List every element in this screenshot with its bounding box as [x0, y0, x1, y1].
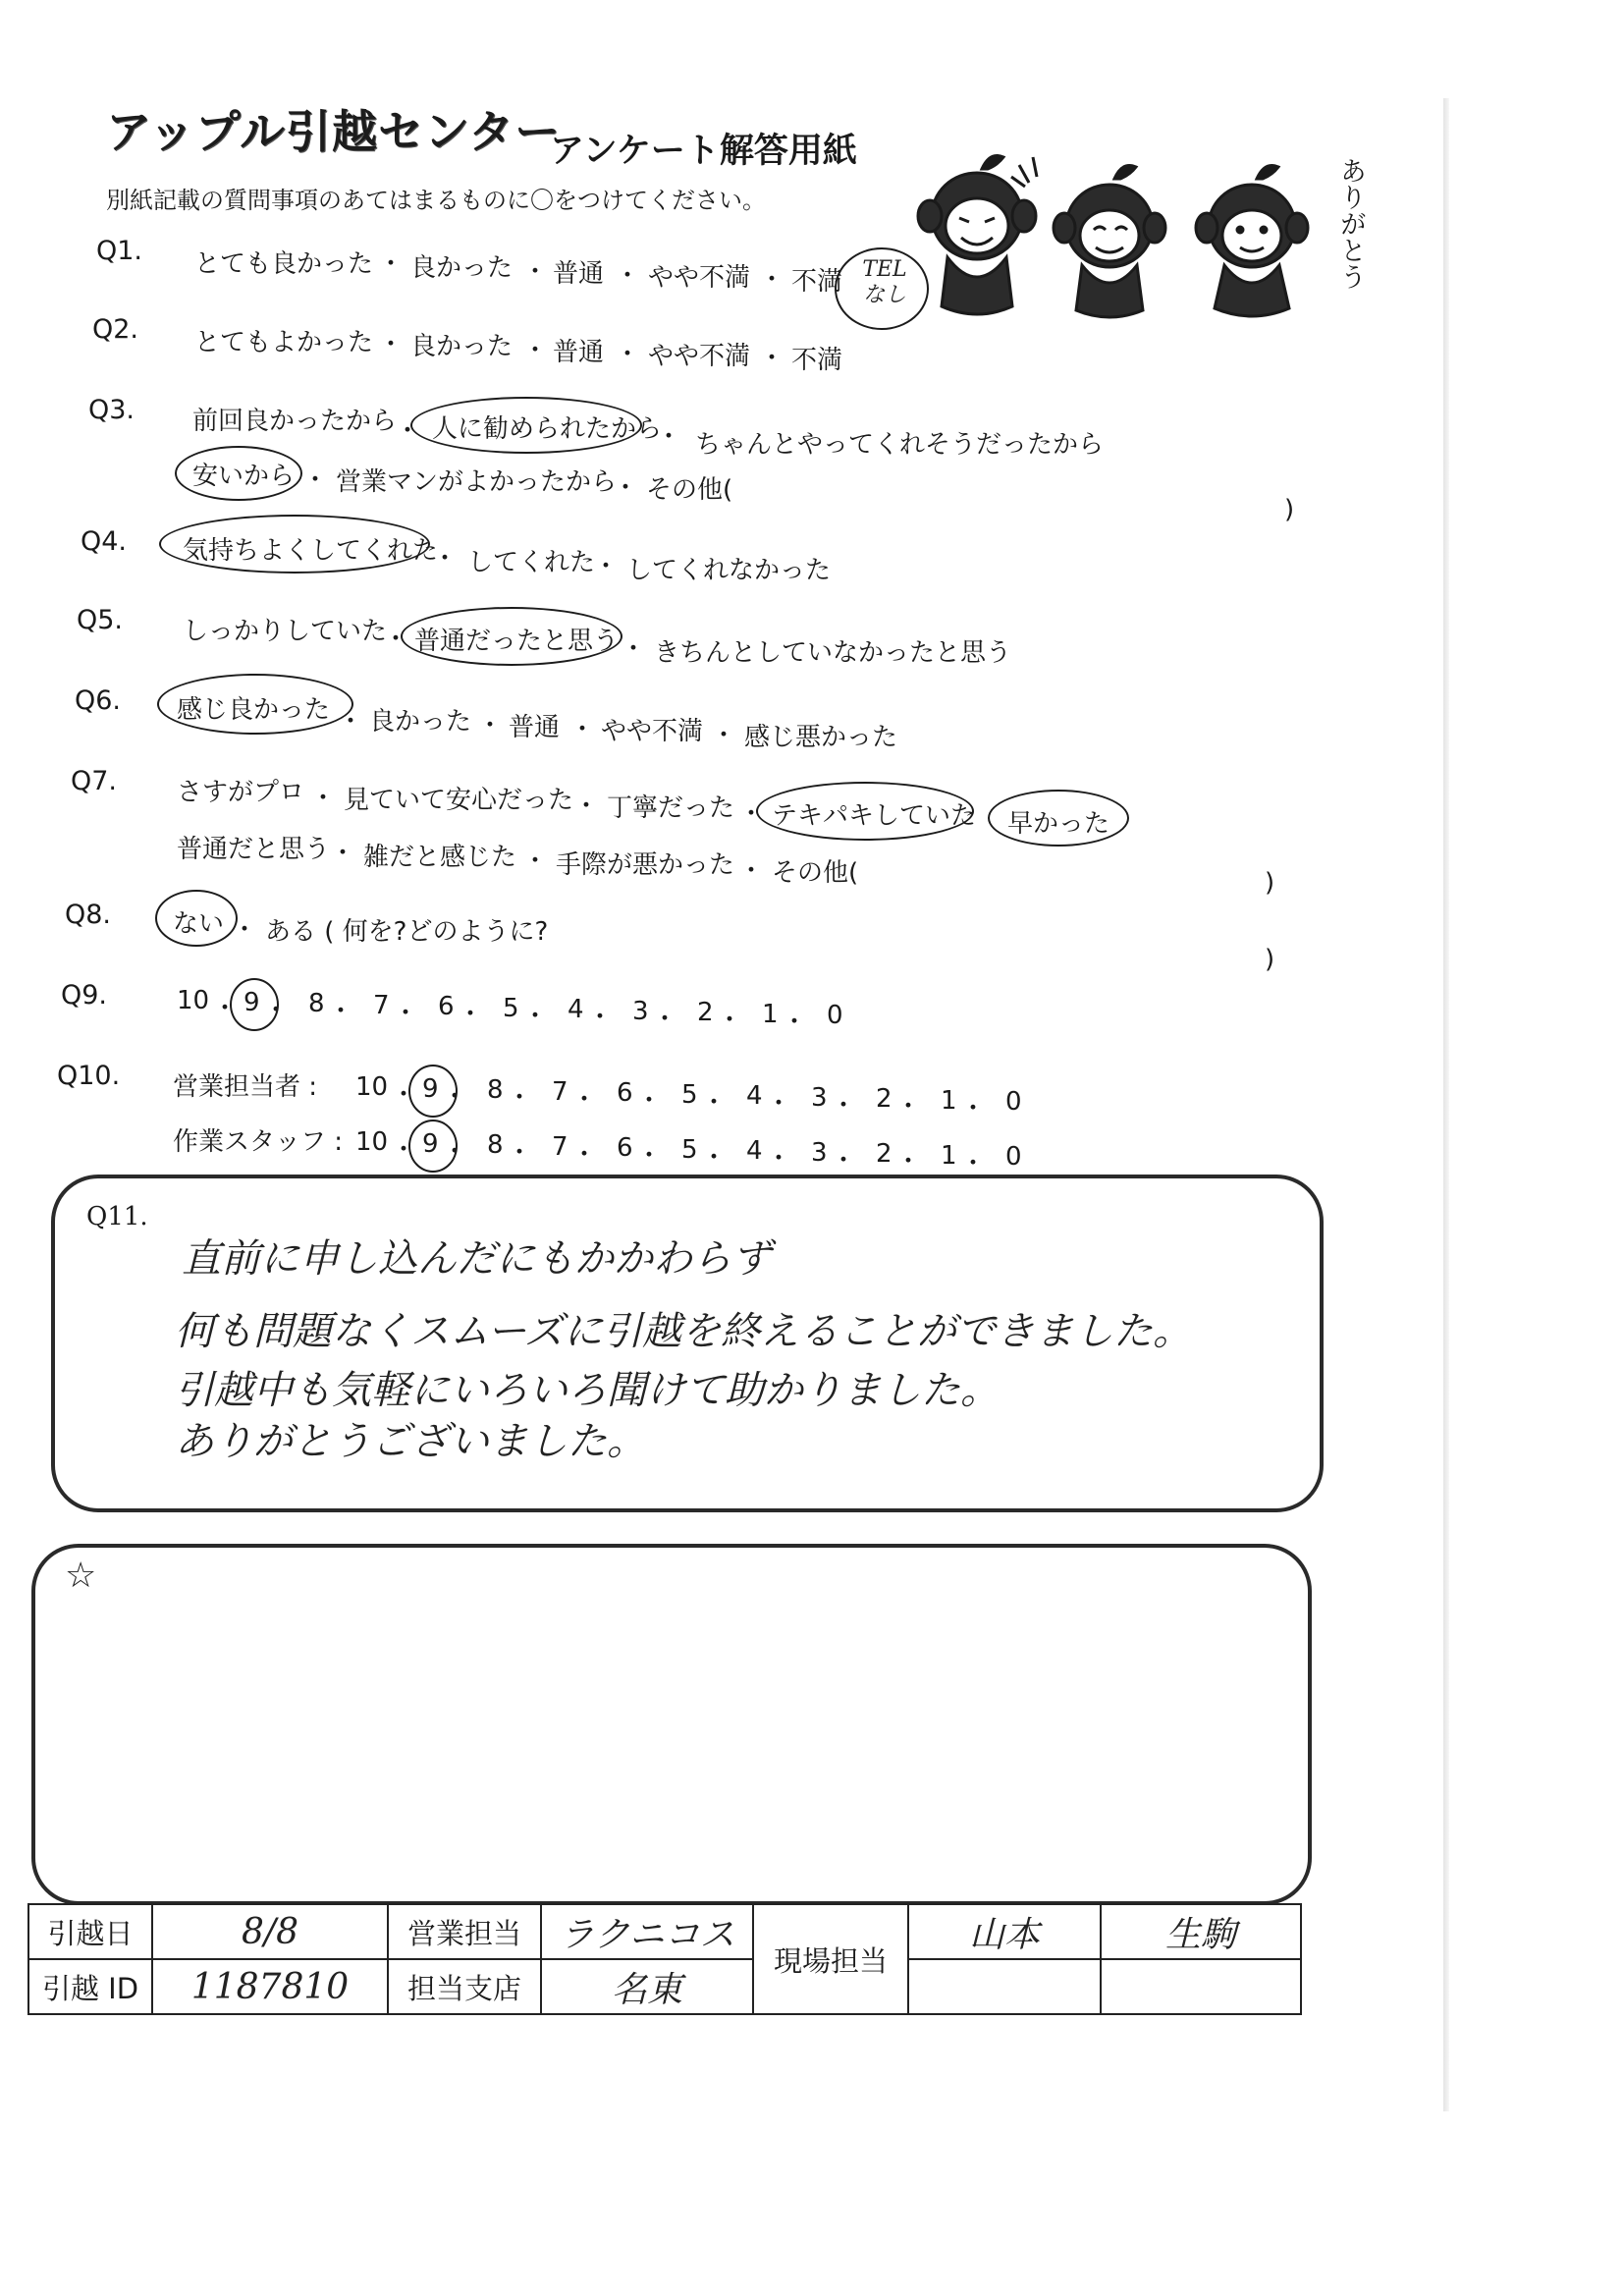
branch-label: 担当支店 [388, 1959, 541, 2014]
q10-staff-scale: 10 ・ 9 ・ 8 ・ 7 ・ 6 ・ 5 ・ 4 ・ 3 ・ 2 ・ 1 ・ 0 [355, 1127, 1043, 1176]
q10-sales-scale-selected-circle [408, 1065, 458, 1118]
q10-staff-scale-value[interactable]: 5 [681, 1134, 698, 1165]
q7-option-3[interactable]: 丁寧だった [607, 793, 735, 823]
q10-staff-scale-value[interactable]: 1 [941, 1140, 957, 1171]
q8-option-1[interactable]: ない [173, 909, 225, 939]
q6-option-3[interactable]: 普通 [509, 713, 561, 742]
sales-label: 営業担当 [388, 1904, 541, 1959]
q6-option-1[interactable]: 感じ良かった [177, 695, 331, 725]
move-id-value[interactable]: 1187810 [152, 1959, 388, 2014]
q10-staff-scale-value[interactable]: 8 [487, 1130, 504, 1160]
q11-line-4: ありがとうございました。 [175, 1419, 646, 1464]
q7-label: Q7. [71, 766, 118, 796]
q9-scale-value[interactable]: 2 [697, 998, 714, 1027]
monkey-icon [918, 156, 1036, 315]
q10-staff-scale-value[interactable]: 0 [1005, 1142, 1022, 1172]
form-subtitle: アンケート解答用紙 [550, 132, 857, 171]
q5-option-1[interactable]: しっかりしていた [183, 617, 388, 646]
q3-option-2[interactable]: 人に勧められたから [432, 414, 663, 444]
q10-staff-scale-value[interactable]: 6 [617, 1133, 633, 1163]
q1-label: Q1. [96, 236, 143, 266]
q7-option-8[interactable]: 手際が悪かった [556, 850, 735, 880]
q9-scale: 10 ・ 9 ・ 8 ・ 7 ・ 6 ・ 5 ・ 4 ・ 3 ・ 2 ・ 1 ・ 0 [177, 986, 864, 1035]
q3-option-3[interactable]: ちゃんとやってくれそうだったから [695, 430, 1105, 460]
monkey-icon [1196, 166, 1308, 317]
q3-paren-close: ) [1284, 495, 1295, 524]
q2-label: Q2. [92, 314, 139, 345]
q3-option-4[interactable]: 安いから [192, 462, 296, 491]
q11-line-2: 何も問題なくスムーズに引越を終えることができました。 [175, 1309, 1192, 1354]
q7-option-5[interactable]: 早かった [1007, 809, 1110, 839]
q3-option-5[interactable]: 営業マンがよかったから [336, 467, 618, 497]
q9-scale-value[interactable]: 5 [503, 993, 519, 1023]
site-staff-3[interactable] [908, 1959, 1101, 2014]
q10-sales-scale-value[interactable]: 2 [876, 1084, 893, 1114]
q7-option-6[interactable]: 普通だと思う [177, 835, 331, 864]
move-date-value[interactable]: 8/8 [152, 1904, 388, 1959]
star-comment-box[interactable] [31, 1544, 1312, 1905]
q7-option-1[interactable]: さすがプロ [177, 778, 305, 807]
q10-sales-scale-value[interactable]: 5 [681, 1079, 698, 1110]
q5-option-3[interactable]: きちんとしていなかったと思う [654, 638, 1012, 668]
q7-paren-close: ) [1265, 868, 1275, 898]
site-staff-label: 現場担当 [753, 1904, 908, 2014]
q9-scale-value[interactable]: 6 [438, 992, 455, 1021]
q10-label: Q10. [57, 1061, 121, 1091]
q7-option-2[interactable]: 見ていて安心だった [344, 786, 574, 815]
q2-option-5[interactable]: 不満 [791, 346, 843, 375]
q9-scale-value[interactable]: 8 [308, 989, 325, 1018]
sales-value[interactable]: ラクニコス [541, 1904, 753, 1959]
q10-sales-scale-value[interactable]: 8 [487, 1075, 504, 1105]
q1-option-5[interactable]: 不満 [791, 267, 843, 297]
q10-staff-scale-value[interactable]: 3 [811, 1137, 828, 1168]
q10-sales-scale-value[interactable]: 0 [1005, 1087, 1022, 1117]
q10-sales-label: 営業担当者 : [173, 1072, 318, 1102]
brand-title: アップル引越センター [106, 105, 562, 158]
q7-option-9[interactable]: その他( [772, 858, 859, 888]
monkey-icon [1011, 157, 1165, 317]
q3-label: Q3. [88, 395, 135, 425]
q10-staff-scale-value[interactable]: 9 [422, 1128, 439, 1159]
star-label: ☆ [65, 1556, 97, 1596]
q1-option-2[interactable]: 良かった [410, 253, 514, 283]
q8-label: Q8. [65, 900, 112, 930]
q6-label: Q6. [75, 685, 122, 716]
q10-staff-scale-value[interactable]: 4 [746, 1136, 763, 1166]
q8-paren-close: ) [1265, 945, 1275, 974]
q4-label: Q4. [81, 526, 128, 557]
q6-option-2[interactable]: 良かった [369, 707, 472, 737]
q9-scale-value[interactable]: 3 [632, 996, 649, 1026]
q4-option-1[interactable]: 気持ちよくしてくれた [183, 536, 439, 566]
q10-sales-scale-value[interactable]: 6 [617, 1078, 633, 1108]
q10-sales-scale-value[interactable]: 10 [355, 1072, 389, 1102]
q8-option-2[interactable]: ある ( 何を?どのように? [265, 917, 549, 947]
q10-sales-scale-value[interactable]: 7 [552, 1076, 568, 1107]
q2-option-3[interactable]: 普通 [553, 338, 605, 367]
move-id-label: 引越 ID [28, 1959, 152, 2014]
move-date-label: 引越日 [28, 1904, 152, 1959]
q10-staff-scale-selected-circle [408, 1120, 458, 1173]
q4-option-3[interactable]: してくれなかった [626, 556, 832, 585]
q9-label: Q9. [61, 980, 108, 1011]
site-staff-1[interactable]: 山本 [908, 1904, 1101, 1959]
q7-option-7[interactable]: 雑だと感じた [363, 843, 517, 872]
q9-scale-value[interactable]: 0 [827, 1001, 843, 1030]
q2-option-2[interactable]: 良かった [410, 332, 514, 361]
q1-option-1[interactable]: とても良かった [194, 249, 374, 279]
monkey-mascots-illustration [908, 147, 1330, 324]
q10-sales-scale-value[interactable]: 9 [422, 1073, 439, 1104]
q10-staff-scale-value[interactable]: 7 [552, 1131, 568, 1162]
site-staff-4[interactable] [1101, 1959, 1301, 2014]
q11-line-1: 直前に申し込んだにもかかわらず [182, 1236, 771, 1282]
q6-option-5[interactable]: 感じ悪かった [744, 723, 898, 752]
q9-scale-value[interactable]: 4 [568, 995, 584, 1024]
q6-option-4[interactable]: やや不満 [601, 717, 704, 746]
q10-sales-scale-value[interactable]: 3 [811, 1082, 828, 1113]
q1-option-4[interactable]: やや不満 [648, 263, 751, 293]
q10-staff-scale-value[interactable]: 10 [355, 1127, 389, 1157]
q2-option-4[interactable]: やや不満 [648, 342, 751, 371]
q3-option-1[interactable]: 前回良かったから [192, 407, 398, 436]
q1-handwritten-note: TEL なし [862, 257, 907, 307]
q11-label: Q11. [86, 1202, 148, 1231]
q5-label: Q5. [77, 605, 124, 635]
q9-scale-selected-circle [230, 978, 279, 1031]
move-info-table [27, 1903, 1302, 2015]
q10-sales-scale: 10 ・ 9 ・ 8 ・ 7 ・ 6 ・ 5 ・ 4 ・ 3 ・ 2 ・ 1 ・ 0 [355, 1072, 1043, 1121]
q9-scale-value[interactable]: 10 [177, 986, 210, 1015]
q10-sales-scale-value[interactable]: 4 [746, 1081, 763, 1111]
thanks-vertical-text: ありがとう [1335, 157, 1366, 290]
q9-scale-value[interactable]: 9 [243, 987, 260, 1017]
q7-option-4[interactable]: テキパキしていた [772, 801, 977, 831]
q4-option-2[interactable]: してくれた [467, 548, 596, 577]
q9-scale-value[interactable]: 7 [373, 990, 390, 1020]
q10-staff-scale-value[interactable]: 2 [876, 1139, 893, 1169]
site-staff-2[interactable]: 生駒 [1101, 1904, 1301, 1959]
q3-option-6[interactable]: その他( [646, 475, 733, 505]
q2-option-1[interactable]: とてもよかった [194, 328, 374, 357]
q10-staff-label: 作業スタッフ : [173, 1127, 344, 1157]
page-shadow-edge [1443, 98, 1449, 2111]
instructions: 別紙記載の質問事項のあてはまるものに〇をつけてください。 [106, 187, 766, 214]
q10-sales-scale-value[interactable]: 1 [941, 1085, 957, 1116]
q5-option-2[interactable]: 普通だったと思う [414, 627, 620, 656]
q1-option-3[interactable]: 普通 [553, 259, 605, 289]
q11-line-3: 引越中も気軽にいろいろ聞けて助かりました。 [175, 1368, 1000, 1413]
q9-scale-value[interactable]: 1 [762, 999, 779, 1029]
branch-value[interactable]: 名東 [541, 1959, 753, 2014]
